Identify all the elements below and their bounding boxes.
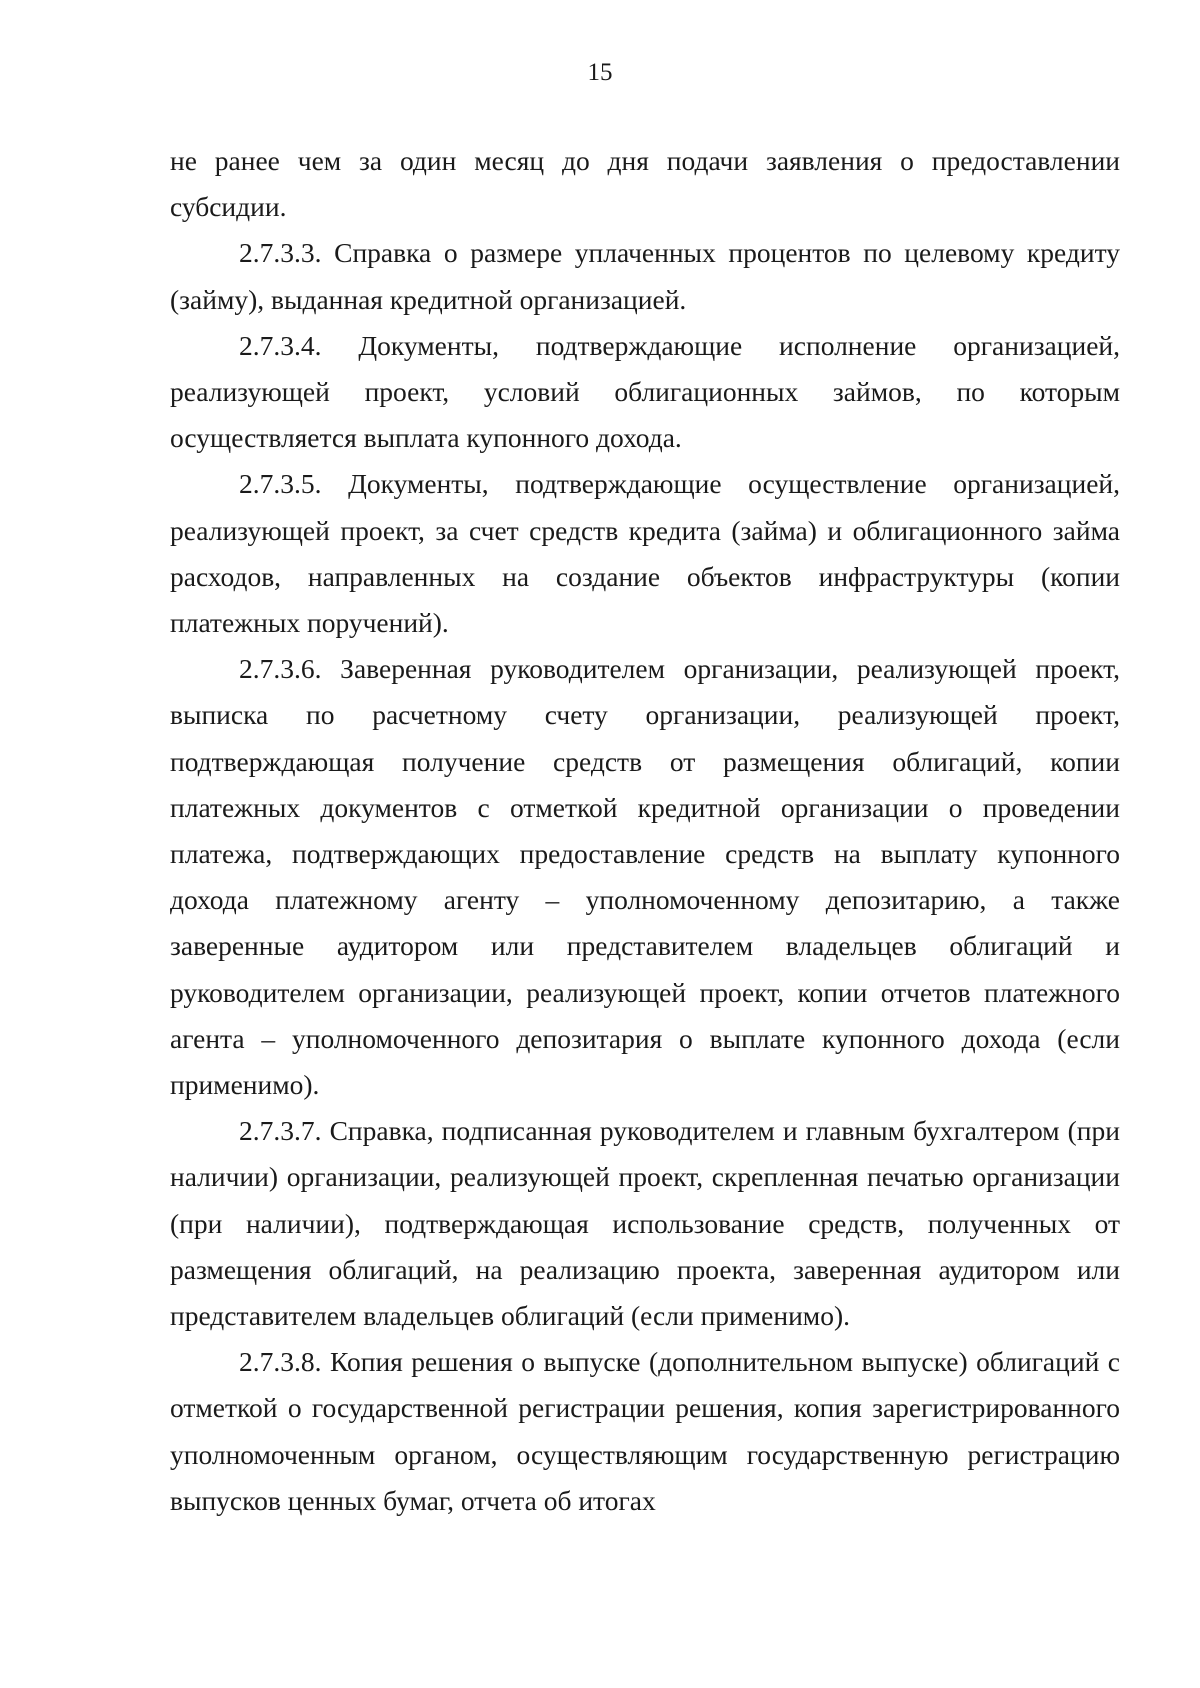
paragraph-2-7-3-6: 2.7.3.6. Заверенная руководителем организации, реализующей проект, выписка по расчетному счету организации, реализующей проект, подтверждающая получение средств от размещения облигаций, копии платежных документов с отметкой кредитной организации о проведении платежа, подтверждающих предоставление средств на выплату купонного дохода платежному агенту – уполномоченному депозитарию, а также заверенные аудитором или представителем владельцев облигаций и руководителем организации, реализующей проект, копии отчетов платежного агента – уполномоченного депозитария о выплате купонного дохода (если применимо). <box>170 653 1120 1101</box>
paragraph-2-7-3-8: 2.7.3.8. Копия решения о выпуске (дополнительном выпуске) облигаций с отметкой о государственной регистрации решения, копия зарегистрированного уполномоченным органом, осуществляющим государственную регистрацию выпусков ценных бумаг, отчета об итогах <box>170 1346 1120 1516</box>
paragraph-2-7-3-7: 2.7.3.7. Справка, подписанная руководителем и главным бухгалтером (при наличии) организации, реализующей проект, скрепленная печатью организации (при наличии), подтверждающая использование средств, полученных от размещения облигаций, на реализацию проекта, заверенная аудитором или представителем владельцев облигаций (если применимо). <box>170 1115 1120 1332</box>
document-body <box>170 138 1120 1524</box>
page-number: 15 <box>587 59 613 86</box>
paragraph-2-7-3-3: 2.7.3.3. Справка о размере уплаченных процентов по целевому кредиту (займу), выданная кредитной организацией. <box>170 237 1120 315</box>
paragraph-continuation: не ранее чем за один месяц до дня подачи заявления о предоставлении субсидии. <box>170 145 1120 223</box>
paragraph-2-7-3-4: 2.7.3.4. Документы, подтверждающие исполнение организацией, реализующей проект, условий облигационных займов, по которым осуществляется выплата купонного дохода. <box>170 329 1120 454</box>
paragraph-2-7-3-5: 2.7.3.5. Документы, подтверждающие осуществление организацией, реализующей проект, за счет средств кредита (займа) и облигационного займа расходов, направленных на создание объектов инфраструктуры (копии платежных поручений). <box>170 468 1120 639</box>
